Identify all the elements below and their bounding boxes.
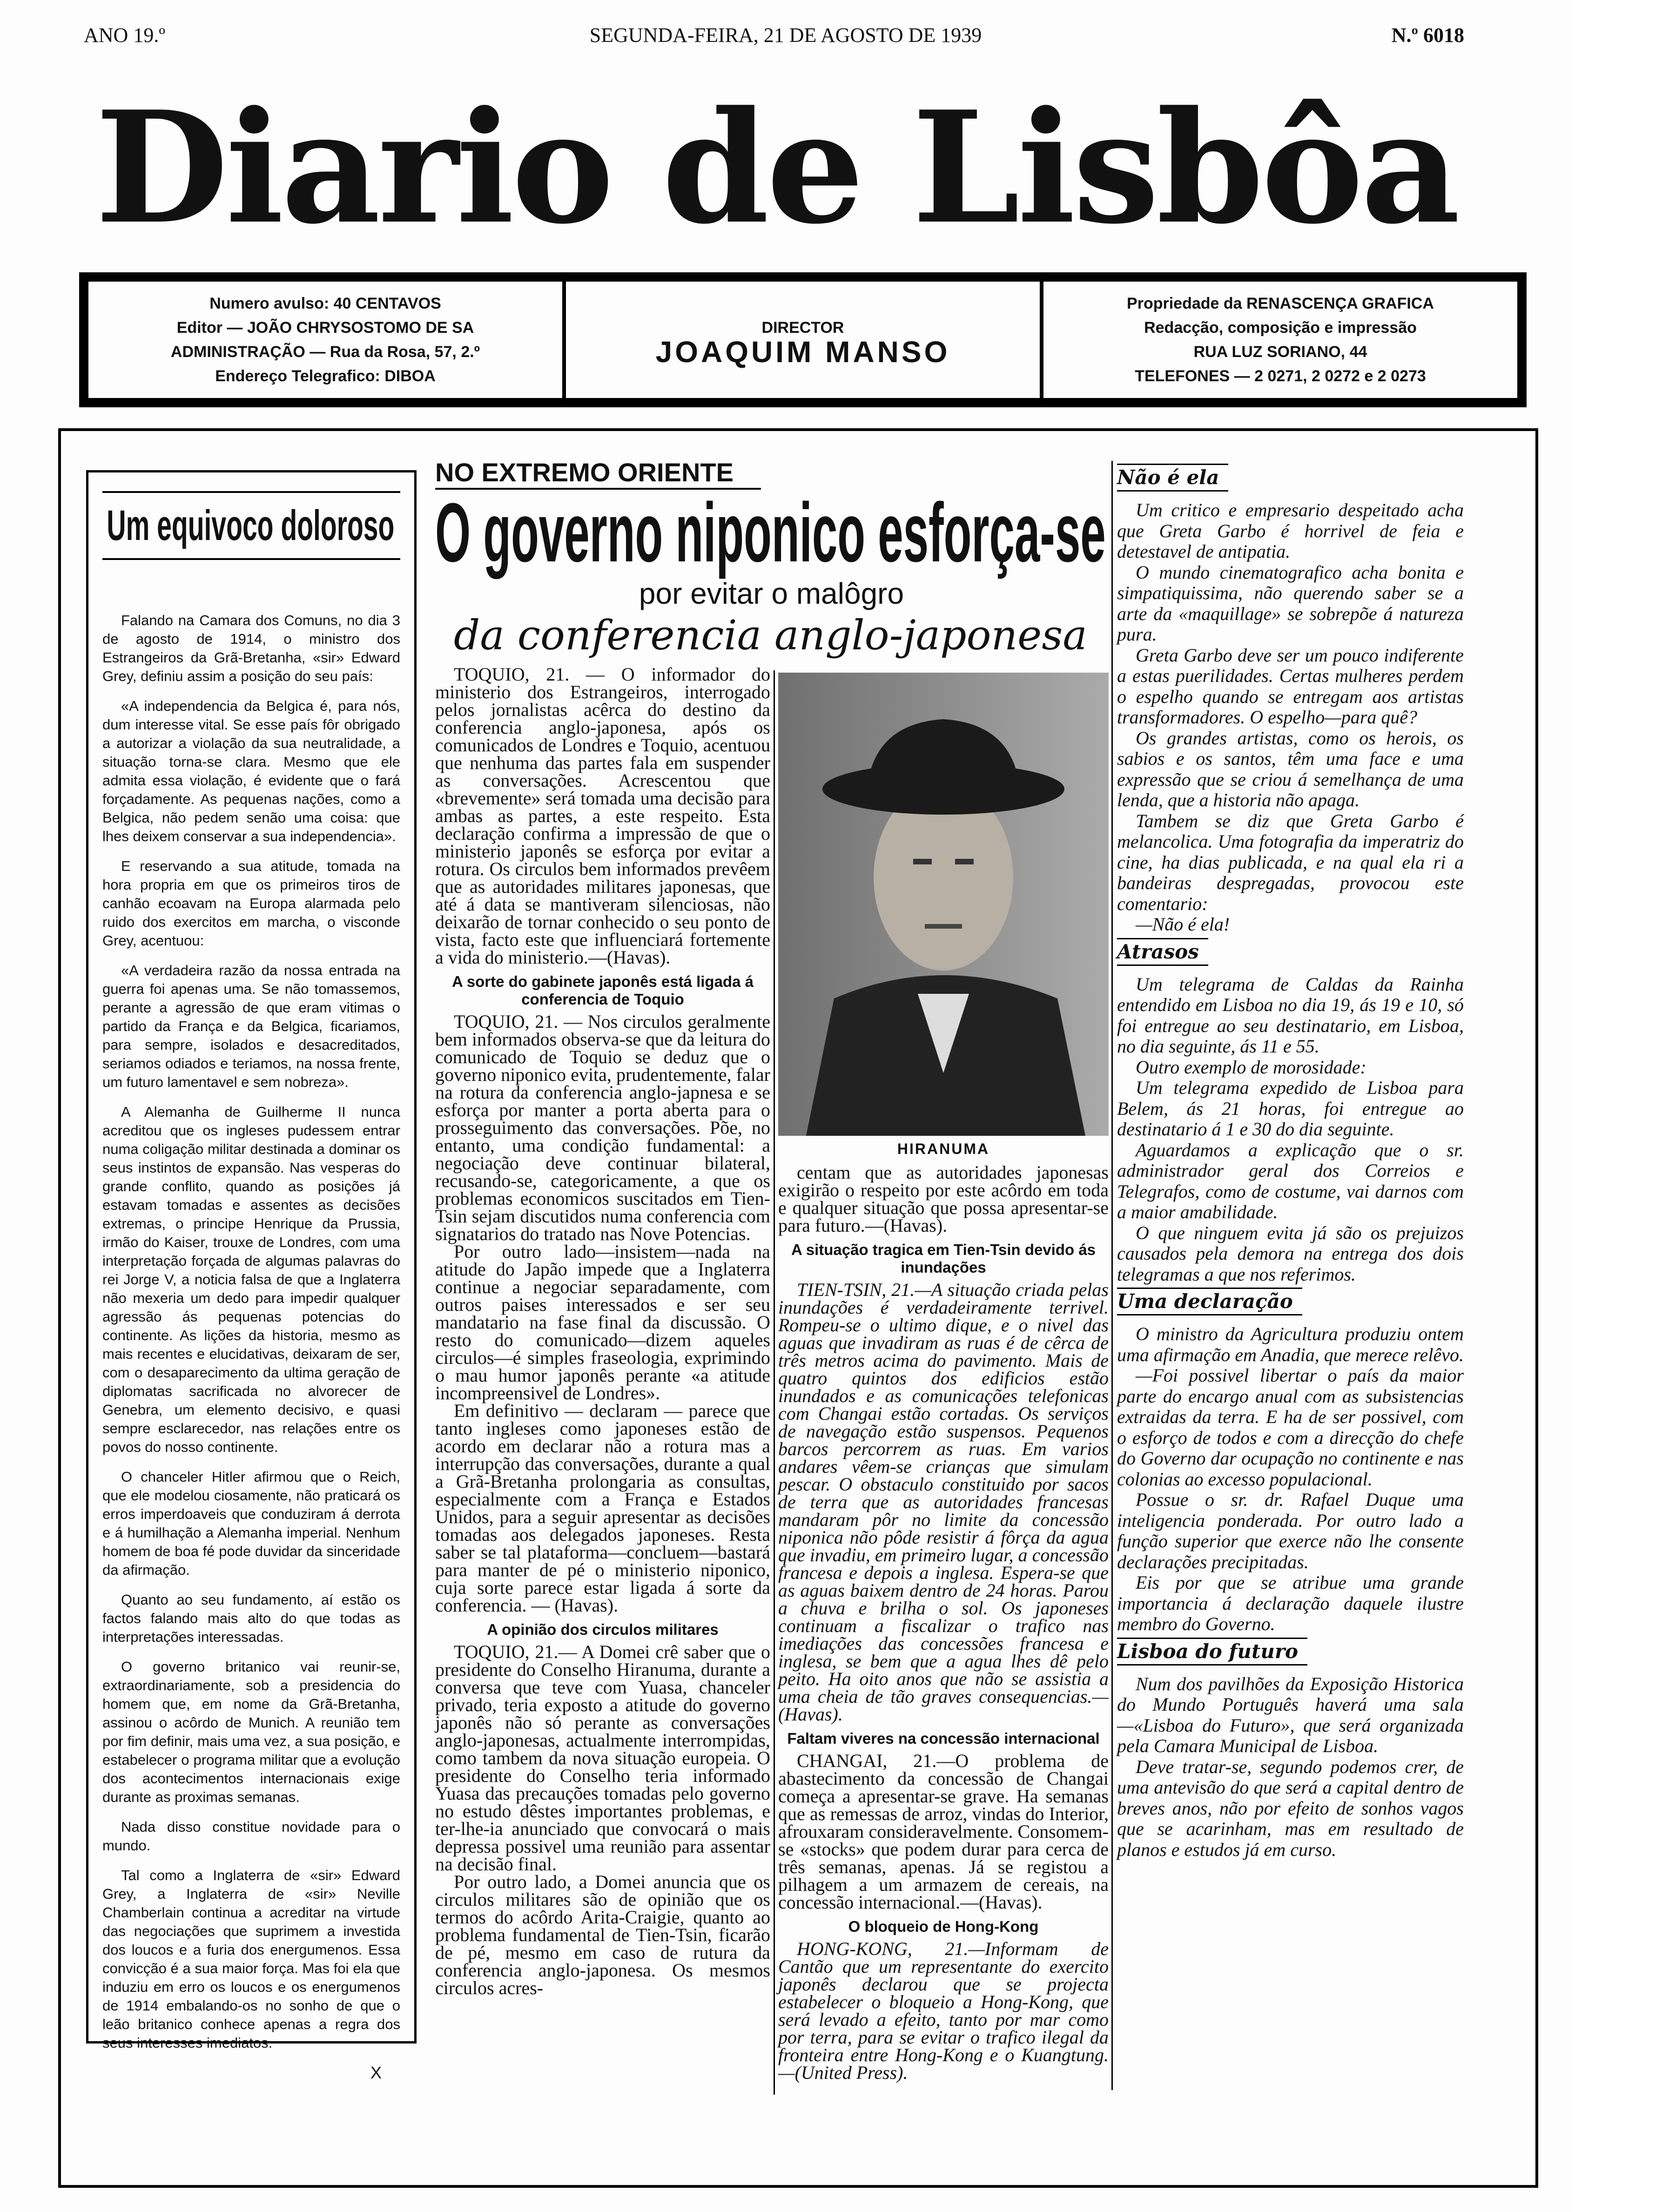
telegraph-address: Endereço Telegrafico: DIBOA [215, 367, 436, 385]
article-column-2 [778, 1164, 1109, 2095]
paragraph: TIEN-TSIN, 21.—A situação criada pelas inundações é verdadeiramente terrivel. Rompeu-se o ultimo dique, e o nivel das aguas que invadiram as ruas é de cêrca de três metros acima do pavimento. Mais de quatro quintos dos edificios estão inundados e as comunicações telefonicas com Changai estão cortadas. Os serviços de navegação estão suspensos. Pequenos barcos percorrem as ruas. Em varios andares vêem-se crianças que simulam pescar. O obstaculo constituido por sacos de terra que as autoridades francesas mandaram pôr no limite da concessão niponica não pôde resistir á fôrça da agua que invadiu, em primeiro lugar, a concessão francesa e depois a inglesa. Espera-se que as aguas baixem dentro de 24 horas. Parou a chuva e brilha o sol. Os japoneses continuam a fiscalizar o trafico nas imediações das concessões francesa e inglesa, se bem que a agua lhes dê pelo peito. Ha oito anos que não se assistia a uma cheia de tão graves consequencias.—(Havas). [778, 1279, 1109, 1725]
masthead-logo: Diario de Lisbôa [95, 77, 1458, 258]
owner: Propriedade da RENASCENÇA GRAFICA [1127, 295, 1434, 312]
paragraph: Um critico e empresario despeitado acha que Greta Garbo é horrivel de feia e detestavel de antipatia. [1117, 499, 1464, 562]
services: Redacção, composição e impressão [1144, 319, 1417, 337]
editorial-title-box [102, 491, 400, 560]
issue-number: N.º 6018 [1391, 24, 1464, 47]
paragraph: O mundo cinematografico acha bonita e simpatiquissima, não querendo saber se a arte da «maquillage» se sobrepõe á natureza pura. [1117, 561, 1464, 645]
signature: X [370, 2063, 382, 2082]
section-heading: O bloqueio de Hong-Kong [848, 1918, 1039, 1935]
paragraph: Aguardamos a explicação que o sr. administrador geral dos Correios e Telegrafos, como de costume, vai darnos com a maior amabilidade. [1117, 1139, 1464, 1222]
paragraph: TOQUIO, 21.— A Domei crê saber que o presidente do Conselho Hiranuma, durante a conversa que teve com Yuasa, chanceler privado, teria exposto a atitude do governo japonês não só perante as conversações anglo-japonesas, actualmente interrompidas, como tambem da nova situação europeia. O presidente do Conselho teria informado Yuasa das precauções tomadas pelo governo no estudo dêstes importantes problemas, e ter-lhe-ia anunciado que convocará o mais depressa possivel uma reunião para assentar na decisão final. [435, 1641, 770, 1875]
editorial-title: Um equivoco doloroso [106, 502, 394, 549]
paragraph: Deve tratar-se, segundo podemos crer, de uma antevisão do que será a capital dentro de breves anos, não por efeito de sonhos vagos que se acarinham, mas em resultado de planos e estudos já em curso. [1117, 1756, 1464, 1860]
editor: Editor — JOÃO CHRYSOSTOMO DE SA [176, 319, 474, 337]
director-name: JOAQUIM MANSO [655, 335, 950, 369]
main-headline: O governo niponico esforça-se [435, 486, 1106, 580]
paragraph: Possue o sr. dr. Rafael Duque uma inteligencia ponderada. Por outro lado a função superior que exerce não lhe consente declarações precipitadas. [1117, 1489, 1464, 1572]
paragraph: O ministro da Agricultura produziu ontem uma afirmação em Anadia, que merece relêvo. [1117, 1323, 1464, 1365]
paragraph: —Foi possivel libertar o país da maior parte do encargo anual com as subsistencias extraidas da terra. E ha de ser possivel, com o esforço de todos e com a direcção do chefe do Governo dar ocupação no continente e nas colonias ao excesso populacional. [1117, 1365, 1464, 1490]
column-rule [1111, 461, 1113, 2090]
header-info-box [79, 272, 1527, 407]
portrait-photo [778, 673, 1109, 1136]
right-column [1117, 461, 1464, 2071]
issue-date: SEGUNDA-FEIRA, 21 DE AGOSTO DE 1939 [589, 24, 982, 47]
paragraph: Nada disso constitue novidade para o mundo. [102, 1819, 400, 1854]
paragraph: Os grandes artistas, como os herois, os sabios e os santos, têm uma face e uma expressão que se criou á semelhança de uma lenda, que a historia não apaga. [1117, 727, 1464, 810]
subheadline-italic: da conferencia anglo-japonesa [454, 611, 1087, 659]
paragraph: Um telegrama expedido de Lisboa para Belem, ás 21 horas, foi entregue ao destinatario á 1 e 30 do dia seguinte. [1117, 1077, 1464, 1140]
subheadline: por evitar o malôgro [639, 577, 904, 610]
photo-caption: HIRANUMA [897, 1140, 990, 1157]
paragraph: Por outro lado—insistem—nada na atitude do Japão impede que a Inglaterra continue a negociar separadamente, com outros paises interessados e ser seu mandatario na fase final da discussão. O resto do comunicado—dizem aqueles circulos—é simples fraseologia, exprimindo o mau humor japonês perante «a atitude incompreensivel de Londres». [435, 1241, 770, 1403]
column-rule [774, 670, 775, 2095]
section-title: Uma declaração [1117, 1288, 1302, 1315]
paragraph: Tambem se diz que Greta Garbo é melancolica. Uma fotografia da imperatriz do cine, ha dias publicada, e na qual ela ri a bandeiras despregadas, provocou este comentario: [1117, 810, 1464, 914]
article-column-1 [435, 666, 770, 2181]
director-label: DIRECTOR [761, 319, 844, 337]
paragraph: «A verdadeira razão da nossa entrada na guerra foi apenas uma. Se não tomassemos, perante a agressão de que eram vitimas o partido da França e da Belgica, ficariamos, para sempre, isolados e desacreditados, seriamos odiados e teriamos, na nossa frente, um futuro lamentavel e sem nobreza». [102, 962, 400, 1090]
paragraph: Em definitivo — declaram — parece que tanto ingleses como japoneses estão de acordo em declarar não a rotura mas a interrupção das conversações, durante a qual a Grã-Bretanha prolongaria as consultas, especialmente com a França e Estados Unidos, para a seguir apresentar as decisões tomadas aos delegados japoneses. Resta saber se tal plataforma—concluem—bastará para manter de pé o ministerio niponico, cuja sorte parece estar ligada á sorte da conferencia. — (Havas). [435, 1400, 770, 1616]
portrait-image [778, 673, 1109, 1136]
paragraph: A Alemanha de Guilherme II nunca acreditou que os ingleses pudessem entrar numa coligação militar destinada a dominar os seus instintos de expansão. Nas vesperas do grande conflito, quando as posições já estavam tomadas e assentes as decisões extremas, o principe Henrique da Prussia, irmão do Kaiser, trouxe de Londres, com uma interpretação forçada de algumas palavras do rei Jorge V, a noticia falsa de que a Inglaterra não mexeria um dedo para impedir qualquer agressão ás pequenas potencias do continente. As lições da historia, mesmo as mais recentes e elucidativas, deixaram de ser, com o desaparecimento da ultima geração de diplomatas sacrificada no alvorecer de Genebra, um elemento decisivo, e quasi sempre esclarecedor, nas relações entre os povos do nosso continente. [102, 1104, 400, 1455]
paragraph: Tal como a Inglaterra de «sir» Edward Grey, a Inglaterra de «sir» Neville Chamberlain continua a acreditar na virtude das negociações que suprimem a investida dos loucos e a furia dos energumenos. Essa convicção é a sua maior força. Mas foi ela que induziu em erro os loucos e os energumenos de 1914 embalando-os no sonho de que o leão britanico conhece apenas a regra dos seus interesses imediatos. [102, 1867, 400, 2051]
section-heading: Faltam viveres na concessão internacional [787, 1730, 1100, 1747]
paragraph: Quanto ao seu fundamento, aí estão os factos falando mais alto do que todas as interpretações interessadas. [102, 1592, 400, 1645]
section-title: Lisboa do futuro [1117, 1638, 1307, 1666]
volume-number: ANO 19.º [84, 24, 165, 47]
section-title: Atrasos [1117, 938, 1208, 966]
paragraph: —Não é ela! [1136, 914, 1230, 935]
paragraph: CHANGAI, 21.—O problema de abastecimento da concessão de Changai começa a apresentar-se grave. Ha semanas que as remessas de arroz, vindas do Interior, afrouxaram consideravelmente. Consomem-se «stocks» que podem durar para cerca de três semanas, apenas. Já se registou a pilhagem a um armazem de cereais, na concessão internacional.—(Havas). [778, 1750, 1109, 1913]
subheadline-italic-box [435, 611, 1108, 661]
paragraph: Por outro lado, a Domei anuncia que os circulos militares são de opinião que os termos do acôrdo Arita-Craigie, quanto ao problema fundamental de Tien-Tsin, ficarão de pé, mesmo em caso de rutura da conferencia anglo-japonesa. Os mesmos circulos acres- [435, 1871, 770, 1998]
paragraph: O chanceler Hitler afirmou que o Reich, que ele modelou ciosamente, não praticará os erros imperdoaveis que conduziram á derrota e á humilhação a Alemanha imperial. Nenhum homem de boa fé pode duvidar da sinceridade da afirmação. [102, 1469, 400, 1578]
paragraph: centam que as autoridades japonesas exigirão o respeito por este acôrdo em toda e qualquer situação que possa apresentar-se para futuro.—(Havas). [778, 1162, 1109, 1236]
editorial-column [86, 470, 417, 2082]
director-info [562, 282, 1040, 398]
paragraph: Num dos pavilhões da Exposição Historica do Mundo Português haverá uma sala—«Lisboa do Futuro», que será organizada pela Camara Municipal de Lisboa. [1117, 1673, 1464, 1756]
paragraph: O que ninguem evita já são os prejuizos causados pela demora na entrega dos dois telegramas a que nos referimos. [1117, 1222, 1464, 1285]
paragraph: Falando na Camara dos Comuns, no dia 3 de agosto de 1914, o ministro dos Estrangeiros da Grã-Bretanha, «sir» Edward Grey, definiu assim a posição do seu país: [102, 612, 400, 684]
paragraph: TOQUIO, 21. — O informador do ministerio dos Estrangeiros, interrogado pelos jornalistas acêrca do destino da conferencia anglo-japonesa, após os comunicados de Londres e Toquio, acentuou que nenhuma das partes fala em suspender as conversações. Acrescentou que «brevemente» será tomada uma decisão para ambas as partes, a este respeito. Esta declaração confirma a impressão de que o ministerio japonês se esforça por evitar a rotura. Os circulos bem informados prevêem que as autoridades militares japonesas, que até á data se mantiveram silenciosas, não deixarão de tornar conhecido o seu ponto de vista, facto este que influenciará fortemente a vida do ministerio.—(Havas). [435, 664, 770, 968]
paragraph: Outro exemplo de morosidade: [1136, 1056, 1366, 1078]
price: Numero avulso: 40 CENTAVOS [209, 295, 441, 312]
main-headline-box [435, 486, 1108, 580]
section-title: Não é ela [1117, 464, 1228, 492]
telephones: TELEFONES — 2 0271, 2 0272 e 2 0273 [1135, 367, 1426, 385]
publication-info [88, 282, 562, 398]
paragraph: Um telegrama de Caldas da Rainha entendido em Lisboa no dia 19, ás 19 e 10, só foi entregue ao seu destinatario, em Lisboa, no dia seguinte, ás 11 e 55. [1117, 973, 1464, 1057]
paragraph: «A independencia da Belgica é, para nós, dum interesse vital. Se esse país fôr obrigado a autorizar a violação da sua neutralidade, a situação torna-se clara. Mesmo que ele admita essa violação, é evidente que o fará forçadamente. As pequenas nações, como a Belgica, não pedem senão uma coisa: que lhes deixem conservar a sua independencia». [102, 698, 400, 844]
paragraph: Eis por que se atribue uma grande importancia á declaração daquele ilustre membro do Governo. [1117, 1572, 1464, 1634]
section-kicker: NO EXTREMO ORIENTE [435, 457, 761, 490]
address: RUA LUZ SORIANO, 44 [1193, 343, 1367, 361]
masthead [56, 70, 1499, 265]
paragraph: Greta Garbo deve ser um pouco indiferente a estas puerilidades. Certas mulheres perdem o espelho quando se entregam aos artistas transformadores. O espelho—para quê? [1117, 644, 1464, 728]
section-heading: A situação tragica em Tien-Tsin devido ás inundações [791, 1241, 1096, 1276]
paragraph: E reservando a sua atitude, tomada na hora propria em que os primeiros tiros de canhão ecoavam na Europa alarmada pelo ruido dos exercitos em marcha, o visconde Grey, acentuou: [102, 858, 400, 949]
paragraph: HONG-KONG, 21.—Informam de Cantão que um representante do exercito japonês declarou que se projecta estabelecer o bloqueio a Hong-Kong, que será levado a efeito, tanto por mar como por terra, para se evitar o trafico ilegal da fronteira entre Hong-Kong e o Kuangtung.—(United Press). [778, 1938, 1109, 2083]
section-heading: A opinião dos circulos militares [487, 1621, 719, 1638]
paragraph: O governo britanico vai reunir-se, extraordinariamente, sob a presidencia do homem que, em nome da Grã-Bretanha, assinou o acôrdo de Munich. A reunião tem por fim definir, mais uma vez, a sua posição, e estabelecer o programa militar que a evolução dos acontecimentos internacionais exige durante as proximas semanas. [102, 1659, 400, 1805]
administration: ADMINISTRAÇÃO — Rua da Rosa, 57, 2.º [170, 343, 480, 361]
paragraph: TOQUIO, 21. — Nos circulos geralmente bem informados observa-se que da leitura do comunicado de Toquio se deduz que o governo niponico evita, prudentemente, falar na rotura da conferencia anglo-japnesa e se esforça por manter a porta aberta para o prosseguimento das conversações. Põe, no entanto, uma condição fundamental: a negociação deve continuar bilateral, recusando-se, categoricamente, a que os problemas economicos suscitados em Tien-Tsin sejam discutidos numa conferencia com signatarios do tratado nas Nove Potencias. [435, 1011, 770, 1244]
section-heading: A sorte do gabinete japonês está ligada á conferencia de Toquio [452, 973, 754, 1008]
ownership-info [1040, 282, 1517, 398]
